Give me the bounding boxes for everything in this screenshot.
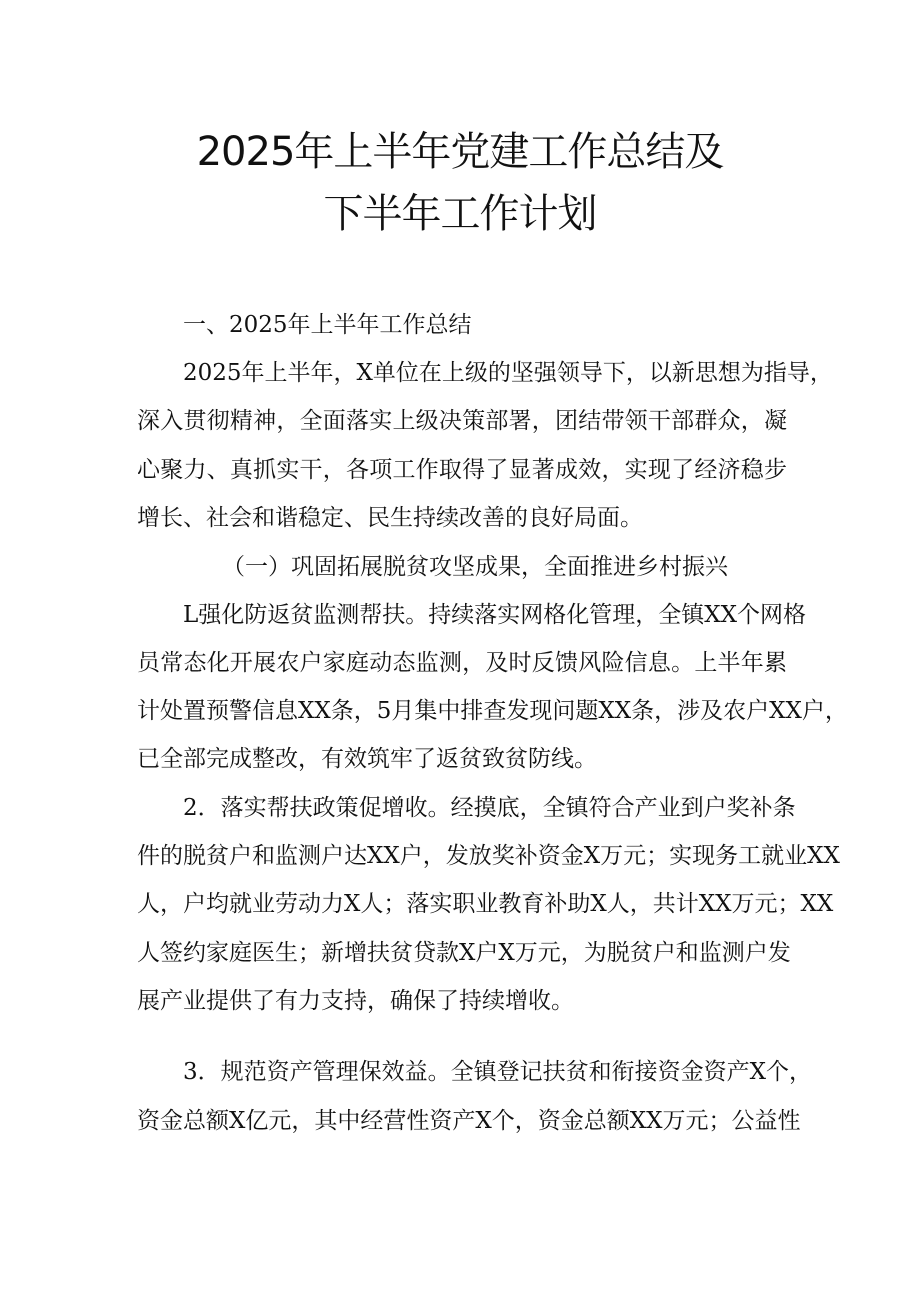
paragraph-line: 员常态化开展农户家庭动态监测，及时反馈风险信息。上半年累 xyxy=(137,650,787,676)
paragraph-line: L强化防返贫监测帮扶。持续落实网格化管理，全镇XX个网格 xyxy=(183,602,807,628)
paragraph-line: 心聚力、真抓实干，各项工作取得了显著成效，实现了经济稳步 xyxy=(137,457,787,483)
paragraph-line: 2025年上半年，X单位在上级的坚强领导下，以新思想为指导， xyxy=(183,360,833,386)
document-title-line-1: 2025年上半年党建工作总结及 xyxy=(196,129,724,175)
paragraph-line: 件的脱贫户和监测户达XX户，发放奖补资金X万元；实现务工就业XX xyxy=(137,843,840,869)
paragraph-line: 人签约家庭医生；新增扶贫贷款X户X万元，为脱贫户和监测户发 xyxy=(137,940,791,966)
document-title-line-2: 下半年工作计划 xyxy=(323,191,597,237)
section-heading: 一、2025年上半年工作总结 xyxy=(183,312,472,338)
paragraph-line: 人，户均就业劳动力X人；落实职业教育补助X人，共计XX万元；XX xyxy=(137,891,834,917)
paragraph-line: 展产业提供了有力支持，确保了持续增收。 xyxy=(137,988,574,1014)
paragraph-line: 已全部完成整改，有效筑牢了返贫致贫防线。 xyxy=(137,746,597,772)
paragraph-line: 深入贯彻精神，全面落实上级决策部署，团结带领干部群众，凝 xyxy=(137,408,787,434)
paragraph-line: 增长、社会和谐稳定、民生持续改善的良好局面。 xyxy=(137,505,643,531)
paragraph-line: 资金总额X亿元，其中经营性资产X个，资金总额XX万元；公益性 xyxy=(137,1108,801,1134)
subsection-heading: （一）巩固拓展脱贫攻坚成果，全面推进乡村振兴 xyxy=(222,554,728,580)
paragraph-line: 2．落实帮扶政策促增收。经摸底，全镇符合产业到户奖补条 xyxy=(183,795,796,821)
paragraph-line: 3．规范资产管理保效益。全镇登记扶贫和衔接资金资产X个， xyxy=(183,1059,813,1085)
paragraph-line: 计处置预警信息XX条，5月集中排查发现问题XX条，涉及农户XX户， xyxy=(137,698,848,724)
